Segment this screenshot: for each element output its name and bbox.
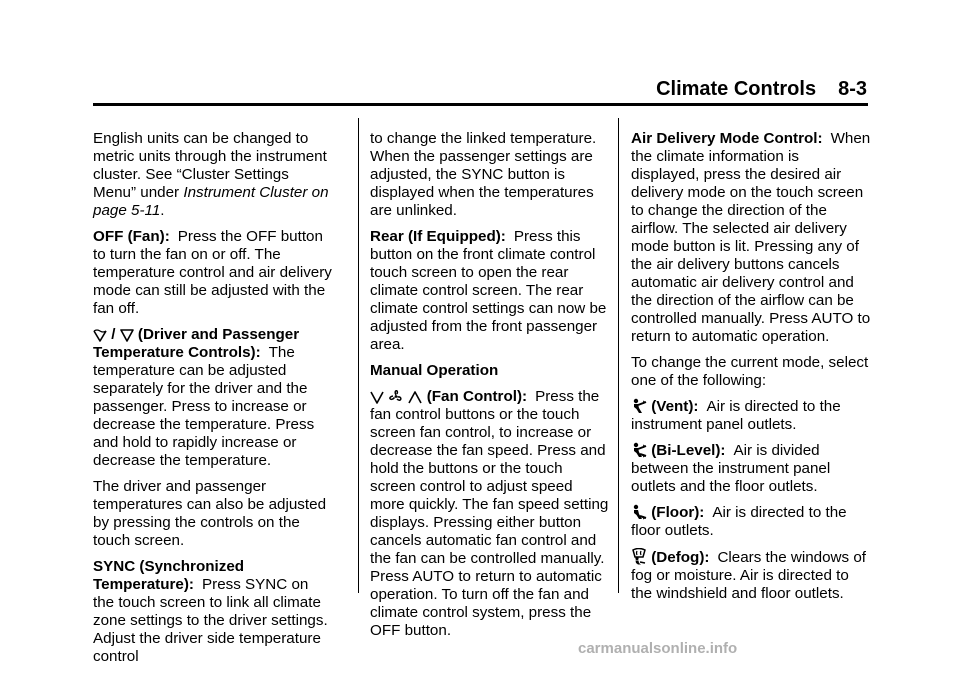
paragraph-temperature-controls: / (Driver and Passenger Temperature Controls): The temperature can be adjusted separately for the driver and the passenger. Press to increase or decrease the temperature. Press and hold to rapidly increase or decrease the temperature.	[93, 326, 315, 469]
page-header	[0, 78, 867, 106]
air-delivery-mode-label: Air Delivery Mode Control:	[631, 130, 823, 147]
fan-up-icon	[408, 391, 422, 404]
vent-label: (Vent):	[651, 398, 699, 415]
floor-mode-icon	[631, 504, 647, 520]
temperature-controls-label: (Driver and Passenger Temperature Controls):	[93, 326, 300, 361]
rear-label: Rear (If Equipped):	[370, 228, 506, 245]
fan-down-icon	[370, 391, 384, 404]
cross-reference-link[interactable]: Instrument Cluster on page 5-11	[93, 184, 329, 219]
header-title	[656, 78, 867, 101]
paragraph-vent: (Vent): Air is directed to the instrument panel outlets.	[631, 398, 841, 433]
floor-label: (Floor):	[651, 504, 705, 521]
paragraph-floor: (Floor): Air is directed to the floor outlets.	[631, 504, 847, 539]
paragraph-sync: SYNC (Synchronized Temperature): Press SYNC on the touch screen to link all climate zone settings to the driver settings. Adjust the driver side temperature control	[93, 558, 328, 665]
defog-label: (Defog):	[651, 549, 710, 566]
column-3	[631, 130, 871, 611]
bi-level-label: (Bi-Level):	[651, 442, 726, 459]
paragraph-off-fan: OFF (Fan): Press the OFF button to turn the fan on or off. The temperature control and air delivery mode can still be adjusted with the fan off.	[93, 228, 332, 317]
column-divider-1	[358, 118, 359, 593]
page-number: 8-3	[838, 78, 867, 100]
fan-icon	[388, 389, 404, 404]
paragraph-rear: Rear (If Equipped): Press this button on the front climate control touch screen to open the rear climate control screen. The rear climate control settings can now be adjusted from the front passenger area.	[370, 228, 607, 353]
section-title: Climate Controls	[656, 78, 817, 100]
defog-mode-icon	[631, 548, 647, 565]
paragraph-linked-temperature: to change the linked temperature. When the passenger settings are adjusted, the SYNC button is displayed when the temperatures are unlinked.	[370, 130, 597, 219]
bi-level-mode-icon	[631, 442, 647, 458]
temperature-down-icon	[120, 329, 134, 342]
sync-label: SYNC (Synchronized Temperature):	[93, 558, 245, 593]
paragraph-fan-control: (Fan Control): Press the fan control buttons or the touch screen fan control, to increase or decrease the fan speed. Press and hold the buttons or the touch screen control to adjust speed more quickly. The fan speed setting displays. Pressing either button cancels automatic fan control and the fan can be controlled manually. Press AUTO to return to automatic operation. To turn off the fan and climate control system, press the OFF button.	[370, 388, 609, 639]
manual-operation-heading: Manual Operation	[370, 362, 499, 379]
watermark: carmanualsonline.info	[578, 640, 738, 657]
paragraph-defog: (Defog): Clears the windows of fog or moisture. Air is directed to the windshield and floor outlets.	[631, 549, 867, 602]
paragraph-touch-screen-temps: The driver and passenger temperatures can also be adjusted by pressing the controls on the touch screen.	[93, 478, 327, 549]
paragraph-english-units: English units can be changed to metric units through the instrument cluster. See “Cluster Settings Menu” under Instrument Cluster on page 5-11.	[93, 130, 329, 219]
temperature-up-icon	[93, 329, 107, 342]
column-1	[93, 130, 333, 674]
vent-mode-icon	[631, 398, 647, 414]
paragraph-bi-level: (Bi-Level): Air is divided between the instrument panel outlets and the floor outlets.	[631, 442, 831, 495]
column-divider-2	[618, 118, 619, 593]
column-2	[370, 130, 610, 648]
header-rule	[93, 103, 868, 106]
paragraph-air-delivery-mode: Air Delivery Mode Control: When the climate information is displayed, press the desired air delivery mode on the touch screen to change the direction of the airflow. The selected air delivery mode button is lit. Pressing any of the air delivery buttons cancels automatic air delivery control and the direction of the airflow can be controlled manually. Press AUTO to return to automatic operation.	[631, 130, 871, 345]
paragraph-change-mode: To change the current mode, select one of the following:	[631, 354, 869, 389]
fan-control-label: (Fan Control):	[426, 388, 528, 405]
off-fan-label: OFF (Fan):	[93, 228, 170, 245]
